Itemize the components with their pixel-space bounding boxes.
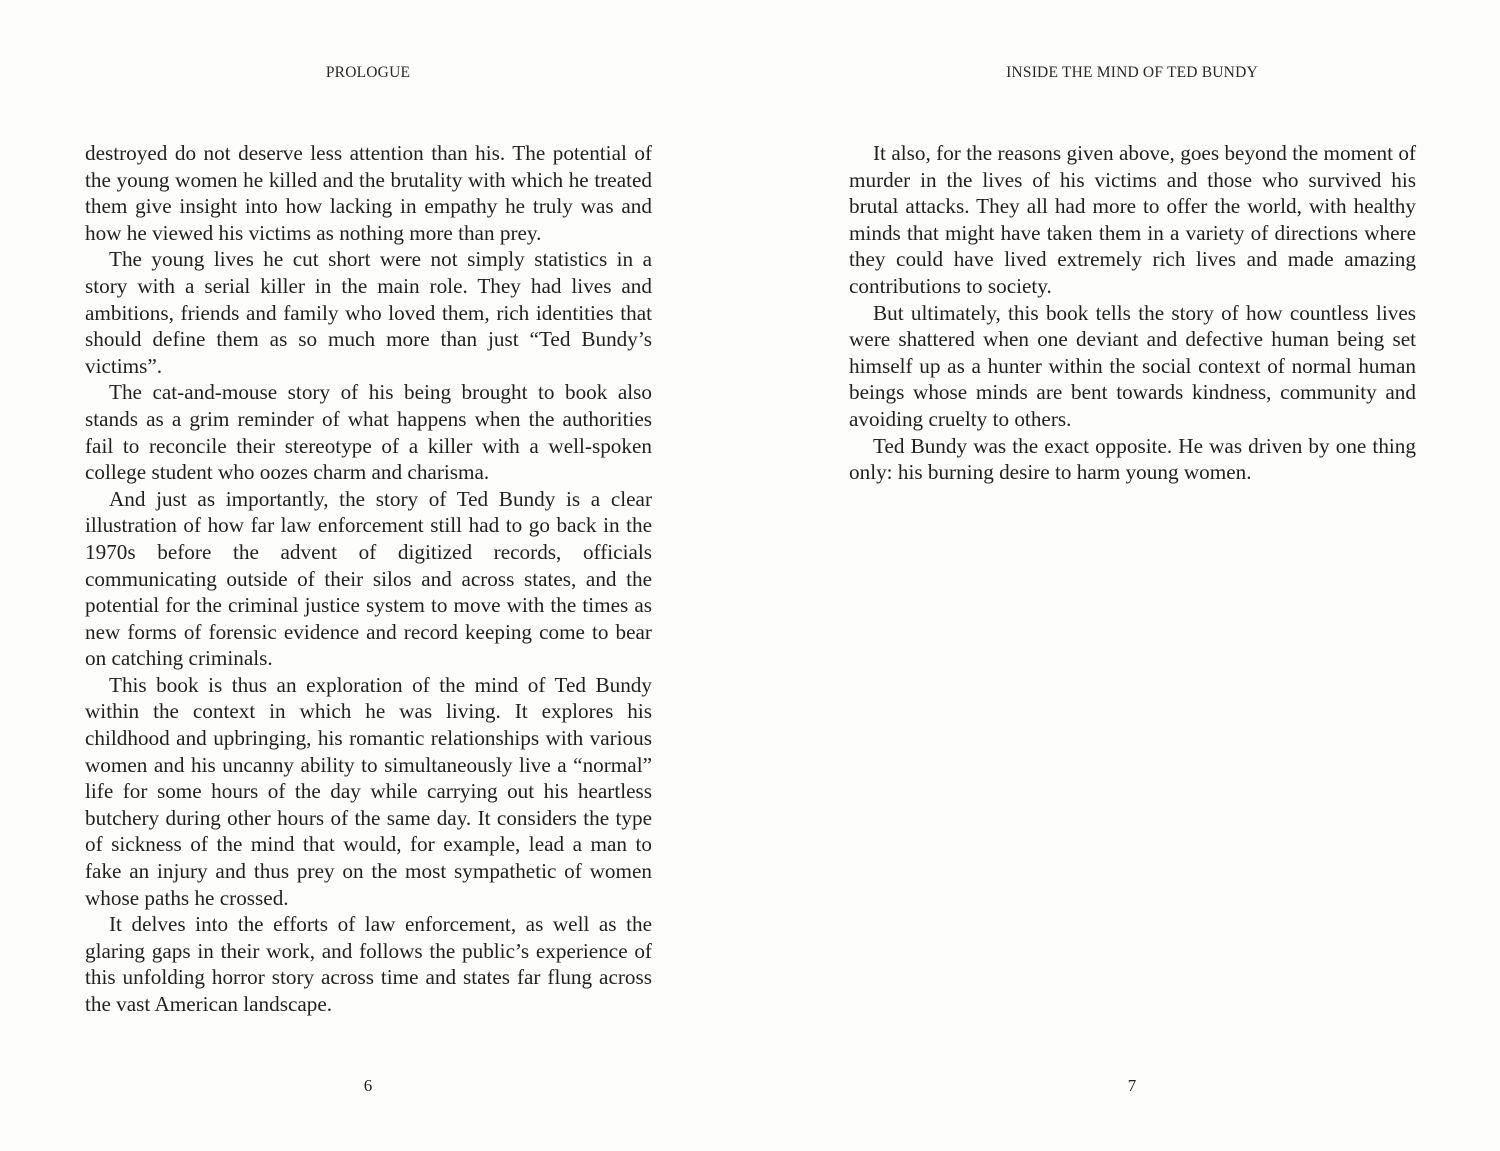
right-page	[750, 0, 1500, 1151]
paragraph: This book is thus an exploration of the mind of Ted Bundy within the context in which he was living. It explores his childhood and upbringing, his romantic relationships with various women and his uncanny ability to simultaneously live a “normal” life for some hours of the day while carrying out his heartless butchery during other hours of the same day. It considers the type of sickness of the mind that would, for example, lead a man to fake an injury and thus prey on the most sympathetic of women whose paths he crossed.	[85, 672, 652, 910]
paragraph: destroyed do not deserve less attention than his. The potential of the young women he killed and the brutality with which he treated them give insight into how lacking in empathy he truly was and how he viewed his victims as nothing more than prey.	[85, 141, 652, 245]
paragraph: The cat-and-mouse story of his being brought to book also stands as a grim reminder of what happens when the authorities fail to reconcile their stereotype of a killer with a well-spoken college student who oozes charm and charisma.	[85, 380, 652, 485]
right-page-body	[849, 140, 1416, 486]
running-head-left: PROLOGUE	[325, 64, 411, 81]
running-head-right: INSIDE THE MIND OF TED BUNDY	[1006, 64, 1258, 81]
page-number-right: 7	[1127, 1076, 1137, 1095]
paragraph: Ted Bundy was the exact opposite. He was driven by one thing only: his burning desire to harm young women.	[849, 433, 1416, 485]
page-number-left: 6	[363, 1076, 373, 1095]
paragraph: It also, for the reasons given above, goes beyond the moment of murder in the lives of his victims and those who survived his brutal attacks. They all had more to offer the world, with healthy minds that might have taken them in a variety of directions where they could have lived extremely rich lives and made amazing contributions to society.	[849, 141, 1416, 298]
paragraph: And just as importantly, the story of Ted Bundy is a clear illustration of how far law enforcement still had to go back in the 1970s before the advent of digitized records, officials communicating outside of their silos and across states, and the potential for the criminal justice system to move with the times as new forms of forensic evidence and record keeping come to bear on catching criminals.	[85, 486, 652, 671]
paragraph: But ultimately, this book tells the story of how countless lives were shattered when one deviant and defective human being set himself up as a hunter within the social context of normal human beings whose minds are bent towards kindness, community and avoiding cruelty to others.	[849, 300, 1416, 431]
paragraph: It delves into the efforts of law enforcement, as well as the glaring gaps in their work, and follows the public’s experience of this unfolding horror story across time and states far flung across the vast American landscape.	[85, 912, 652, 1016]
left-page-body	[85, 140, 652, 1018]
paragraph: The young lives he cut short were not simply statistics in a story with a serial killer in the main role. They had lives and ambitions, friends and family who loved them, rich identities that should define them as so much more than just “Ted Bundy’s victims”.	[85, 247, 652, 378]
